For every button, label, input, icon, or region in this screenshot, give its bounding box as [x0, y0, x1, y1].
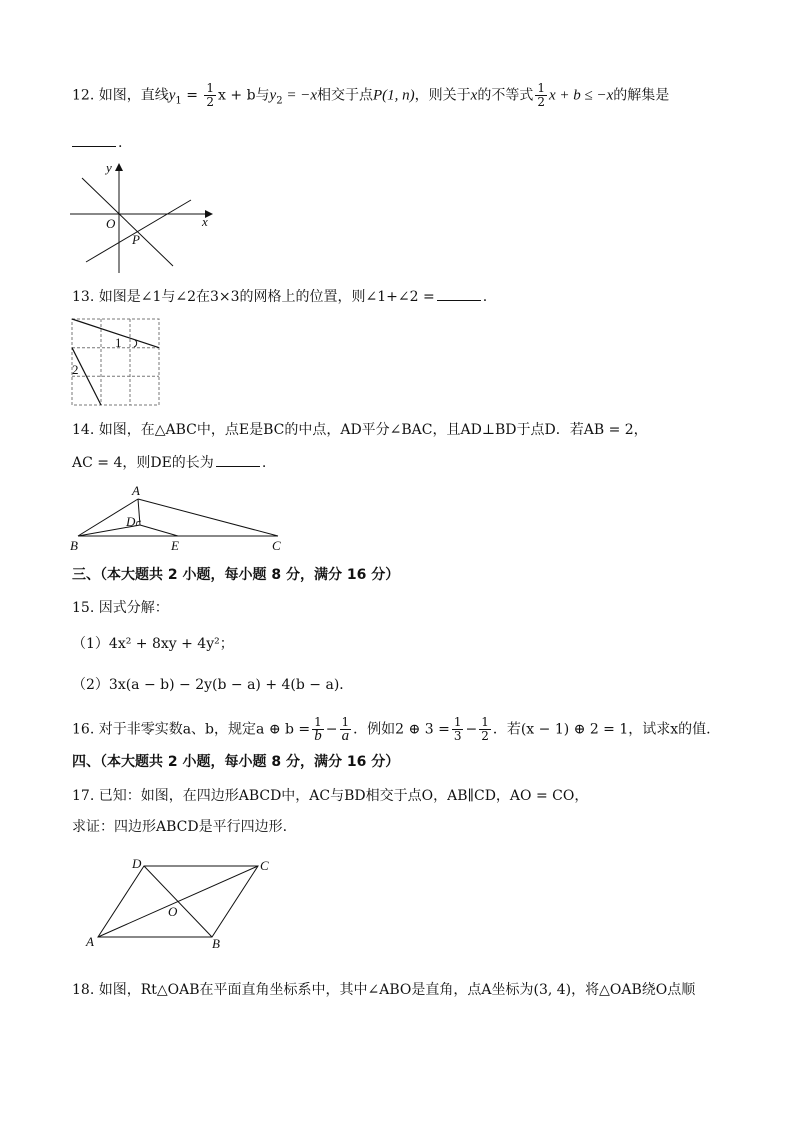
q12-point: P(1, n) [373, 87, 415, 104]
q16-frac2 [340, 716, 352, 743]
q16-lead: 16. 对于非零实数a、b，规定a ⊕ b = [72, 721, 311, 738]
q14-end: . [261, 455, 267, 471]
q16-tail: ．若(x − 1) ⊕ 2 = 1，试求x的值. [492, 721, 711, 738]
q16-f4n: 1 [481, 715, 489, 729]
q12-half-num: 1 [206, 81, 215, 95]
q15-part2-text: （2）3x(a − b) − 2y(b − a) + 4(b − a)． [72, 677, 354, 693]
label-a: A [132, 483, 140, 498]
q15-title [72, 598, 169, 618]
label-p: P [132, 232, 140, 247]
q15-part1-text: （1）4x² + 8xy + 4y²； [72, 636, 234, 652]
q13-line [72, 286, 487, 307]
label-e: E [171, 538, 179, 553]
q16-f3n: 1 [453, 715, 462, 729]
q12-ineq-lead: 的不等式 [477, 87, 534, 104]
q16-frac1 [312, 716, 324, 743]
q17-line1 [72, 786, 588, 806]
q12-y2: y [269, 87, 277, 104]
q16-f1d: b [314, 728, 322, 744]
q17-figure [80, 852, 280, 952]
q12-with: 与 [255, 87, 270, 104]
q16-f1n: 1 [314, 715, 322, 729]
label-c: C [260, 858, 269, 873]
q12-tail: 的解集是 [613, 87, 670, 104]
q12-meet: 相交于点 [317, 87, 373, 104]
label-b: B [212, 936, 220, 951]
q12-y1-rest: x + b [218, 87, 256, 104]
label-o: O [168, 904, 178, 919]
section-4-heading [72, 752, 399, 772]
q12-frac-half [204, 82, 216, 109]
q12-figure [66, 158, 216, 278]
section-4-title: 四、（本大题共 2 小题，每小题 8 分，满分 16 分） [72, 754, 400, 770]
q13-figure [71, 318, 163, 408]
q12-lead: 12. 如图，直线 [72, 87, 169, 104]
label-y: y [106, 160, 112, 175]
q12-answer-blank[interactable] [72, 132, 116, 147]
q14-figure [66, 482, 296, 554]
q13-answer-blank[interactable] [437, 286, 481, 301]
section-3-title: 三、（本大题共 2 小题，每小题 8 分，满分 16 分） [72, 567, 400, 583]
q12-sub2: 2 [276, 95, 283, 107]
label-c: C [272, 538, 281, 553]
q12-half-den-2: 2 [537, 95, 545, 109]
angle2-label: 2 [72, 362, 79, 377]
q12-answer-line [72, 132, 122, 153]
q12-ineq-rest: x + b ≤ −x [548, 87, 614, 104]
label-o: O [106, 216, 116, 231]
q17-line2 [72, 817, 287, 837]
q16-line [72, 716, 711, 743]
q12-half-num-2: 1 [537, 81, 545, 95]
q14-line2 [72, 452, 266, 473]
label-x: x [202, 214, 208, 229]
label-a: A [86, 934, 94, 949]
q12-ask: ，则关于 [414, 87, 471, 104]
q16-minus-2: − [465, 721, 478, 738]
q16-f2d: a [341, 728, 350, 744]
q12-eq: = [181, 87, 203, 104]
q18-line1 [72, 980, 695, 1000]
q12-end: . [118, 135, 123, 151]
q14-line1 [72, 420, 648, 440]
diagonal-bd [144, 866, 212, 937]
q17-line1-text: 17. 已知：如图，在四边形ABCD中，AC与BD相交于点O，AB∥CD，AO = CO， [72, 788, 589, 804]
q16-f4d: 2 [481, 729, 489, 743]
label-d: D [132, 856, 142, 871]
q12-line [72, 82, 669, 111]
q15-part2 [72, 675, 353, 695]
section-3-heading [72, 565, 399, 585]
q12-half-den: 2 [206, 95, 215, 109]
q17-line2-text: 求证：四边形ABCD是平行四边形. [72, 819, 288, 835]
angle1-label: 1 [115, 335, 122, 350]
q16-minus: − [325, 721, 338, 738]
q12-y2-rest: = −x [282, 87, 317, 104]
q14-line1-text: 14. 如图，在△ABC中，点E是BC的中点，AD平分∠BAC，且AD⊥BD于点D．若AB = 2， [72, 422, 648, 438]
q12-sub1: 1 [175, 95, 182, 107]
q16-frac4 [479, 716, 491, 743]
q16-frac3 [452, 716, 464, 743]
q12-y1: y [168, 87, 176, 104]
q15-part1 [72, 634, 234, 654]
angle1-arc [134, 340, 137, 347]
line-y2 [82, 178, 173, 266]
seg-de [140, 525, 178, 536]
label-b: B [70, 538, 78, 553]
q14-answer-blank[interactable] [216, 452, 260, 467]
q12-var: x [470, 87, 478, 104]
line-y1 [86, 200, 191, 262]
label-d: D [126, 514, 136, 529]
q16-f3d: 3 [453, 729, 462, 743]
q16-example: ．例如2 ⊕ 3 = [353, 721, 450, 738]
q13-end: . [482, 289, 488, 305]
q16-f2n: 1 [341, 715, 350, 729]
q12-frac-half-2 [535, 82, 547, 109]
q18-line1-text: 18. 如图，Rt△OAB在平面直角坐标系中，其中∠ABO是直角，点A坐标为(3, 4)，将△OAB绕O点顺 [72, 982, 696, 998]
q14-line2-text: AC = 4，则DE的长为 [72, 455, 214, 471]
q13-text: 13. 如图是∠1与∠2在3×3的网格上的位置，则∠1+∠2 = [72, 289, 435, 305]
q15-title-text: 15. 因式分解： [72, 600, 169, 616]
